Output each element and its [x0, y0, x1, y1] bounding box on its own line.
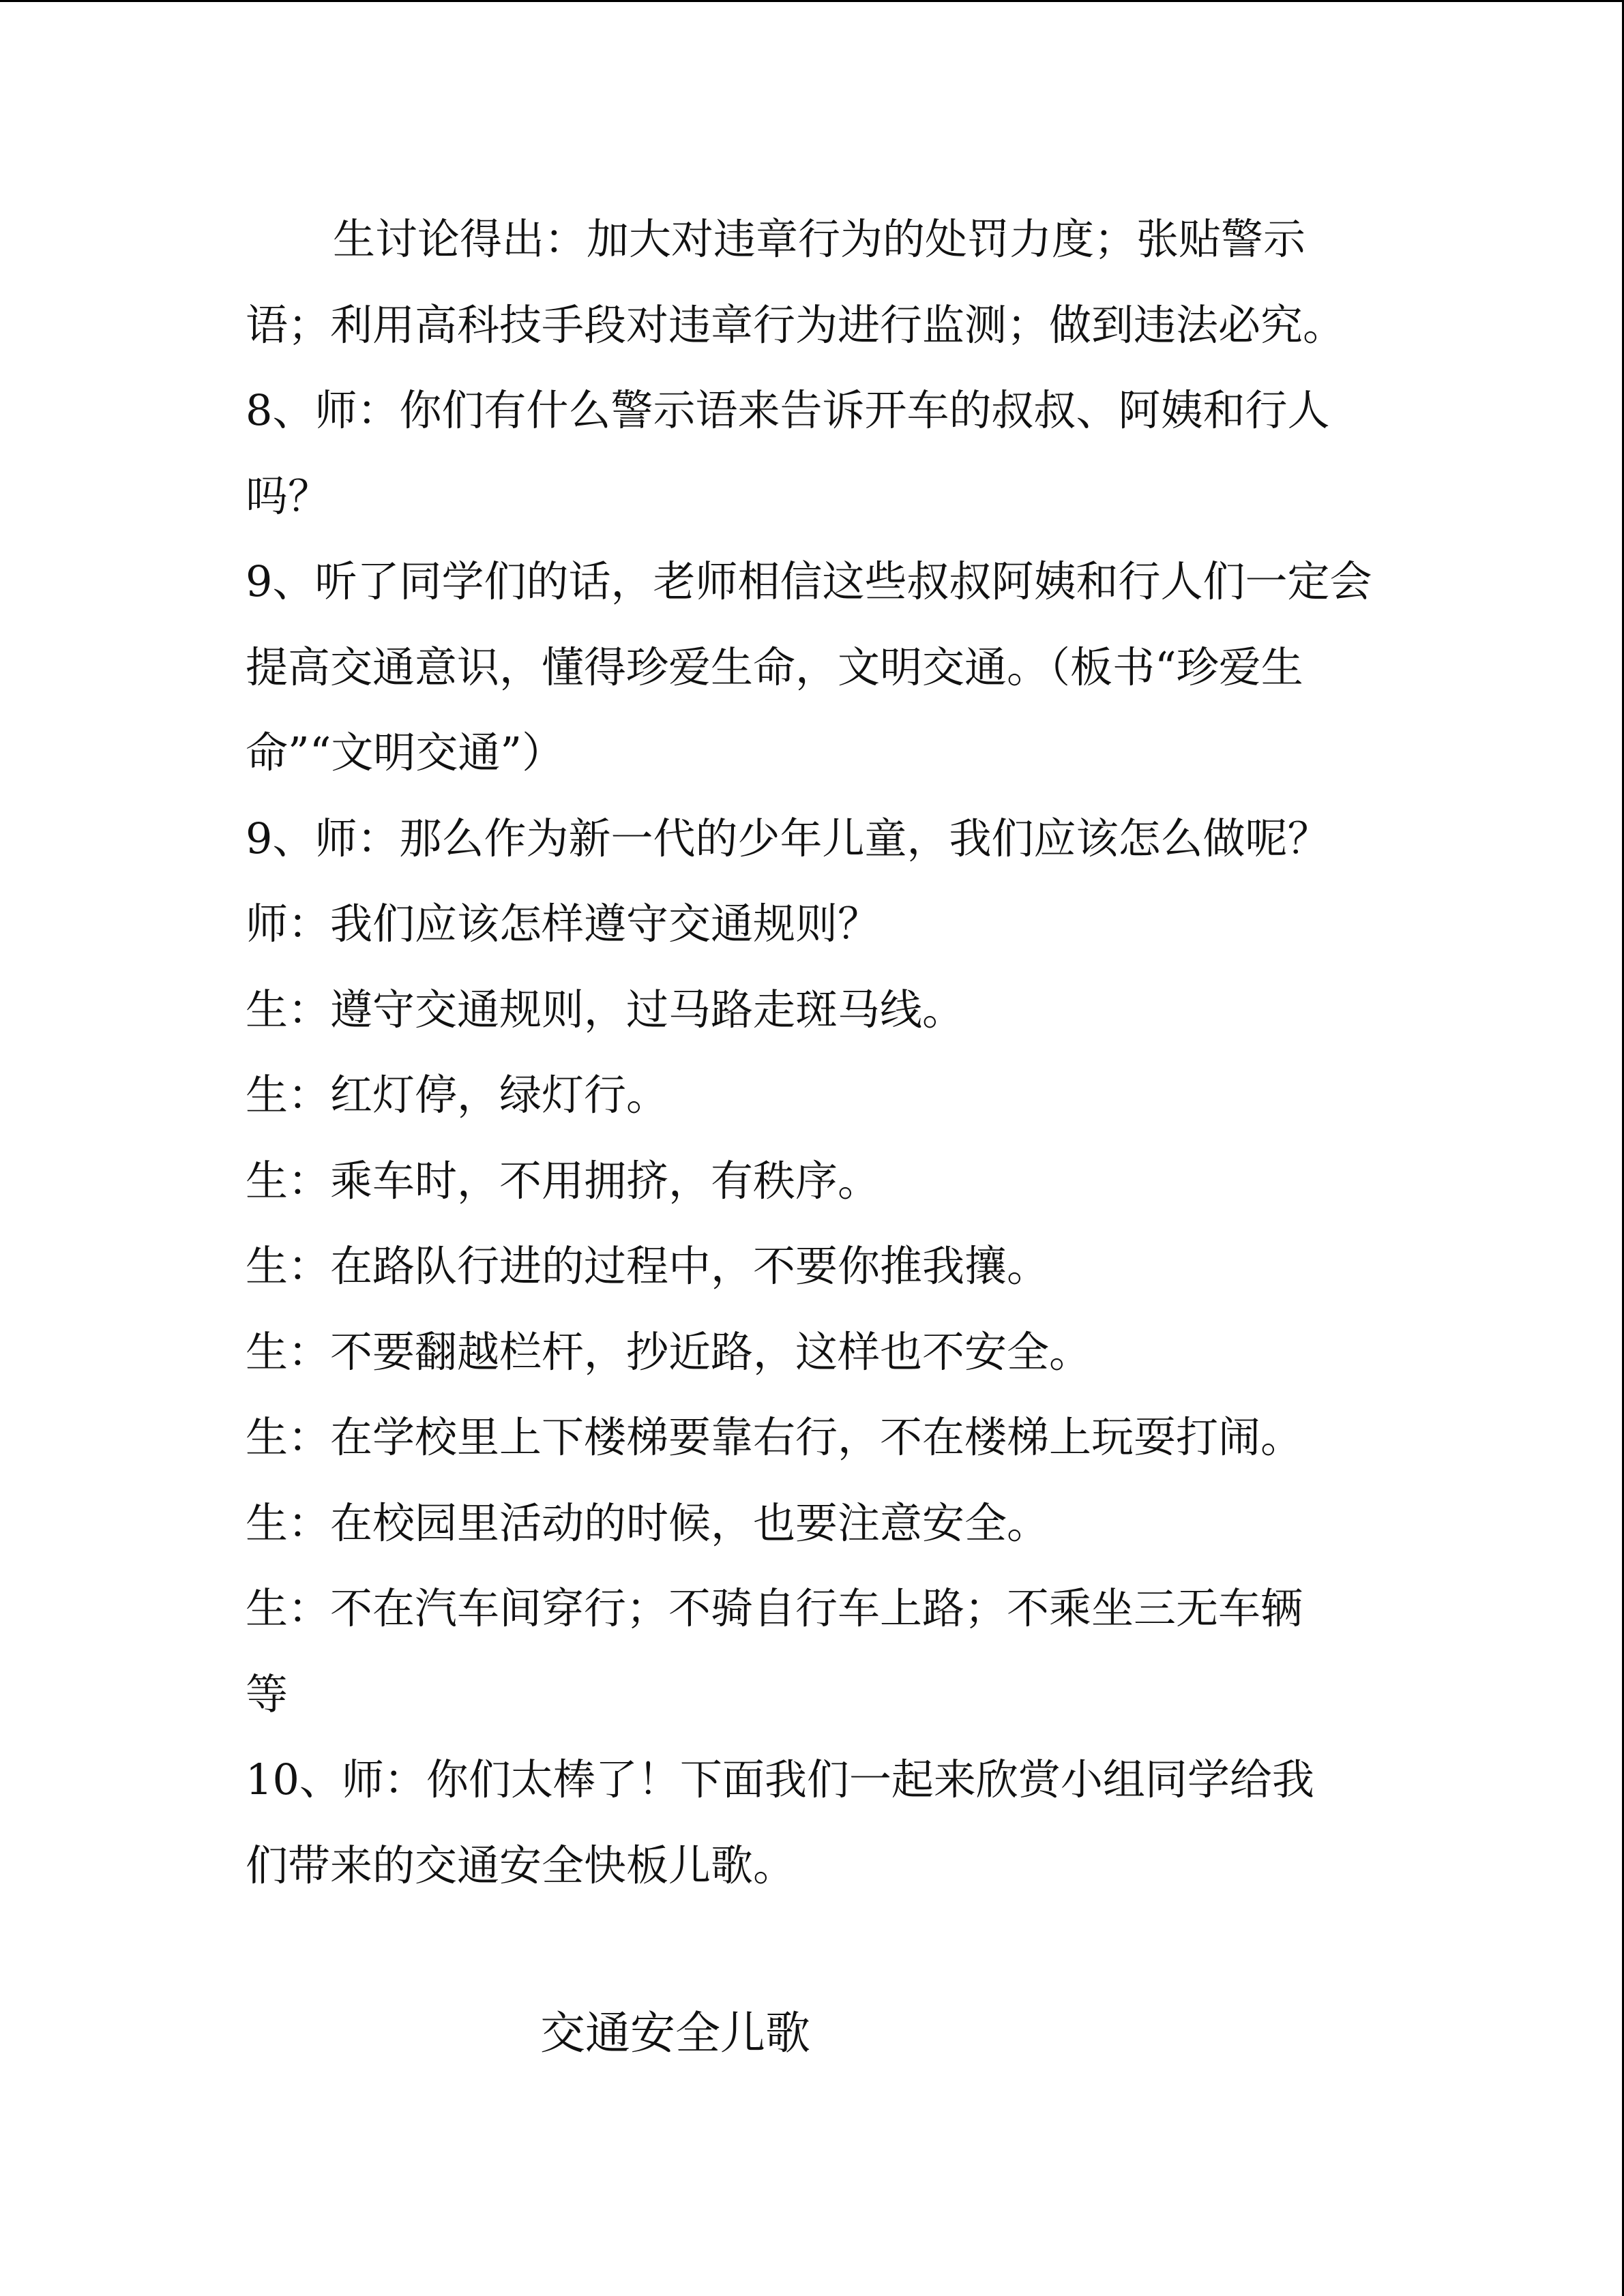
paragraph-student-answer-4: 生：在路队行进的过程中，不要你推我攘。 — [246, 1241, 1050, 1291]
paragraph-student-answer-1: 生：遵守交通规则，过马路走斑马线。 — [246, 984, 965, 1034]
paragraph-9-traffic-awareness: 9、听了同学们的话，老师相信这些叔叔阿姨和行人们一定会提高交通意识，懂得珍爱生命，文明交通。（板书“珍爱生命”“文明交通”） — [246, 556, 1372, 777]
paragraph-student-answer-2: 生：红灯停，绿灯行。 — [246, 1070, 669, 1120]
body-text — [246, 196, 1378, 1908]
paragraph-discussion-result: 生讨论得出：加大对违章行为的处罚力度；张贴警示语；利用高科技手段对违章行为进行监测；做到违法必究。 — [246, 214, 1346, 350]
paragraph-student-answer-3: 生：乘车时，不用拥挤，有秩序。 — [246, 1155, 881, 1206]
paragraph-10-nursery-rhyme-intro: 10、师：你们太棒了！下面我们一起来欣赏小组同学给我们带来的交通安全快板儿歌。 — [246, 1755, 1314, 1890]
paragraph-student-answer-8: 生：不在汽车间穿行；不骑自行车上路；不乘坐三无车辆等 — [246, 1583, 1303, 1719]
paragraph-student-answer-7: 生：在校园里活动的时候，也要注意安全。 — [246, 1497, 1050, 1548]
paragraph-8-warning-slogans: 8、师：你们有什么警示语来告诉开车的叔叔、阿姨和行人吗？ — [246, 385, 1330, 521]
song-title: 交通安全儿歌 — [540, 2007, 810, 2059]
paragraph-student-answer-5: 生：不要翻越栏杆，抄近路，这样也不安全。 — [246, 1326, 1092, 1377]
paragraph-teacher-question: 师：我们应该怎样遵守交通规则？ — [246, 899, 881, 949]
paragraph-9-how-to-act: 9、师：那么作为新一代的少年儿童，我们应该怎么做呢？ — [246, 813, 1330, 863]
paragraph-student-answer-6: 生：在学校里上下楼梯要靠右行，不在楼梯上玩耍打闹。 — [246, 1412, 1303, 1462]
